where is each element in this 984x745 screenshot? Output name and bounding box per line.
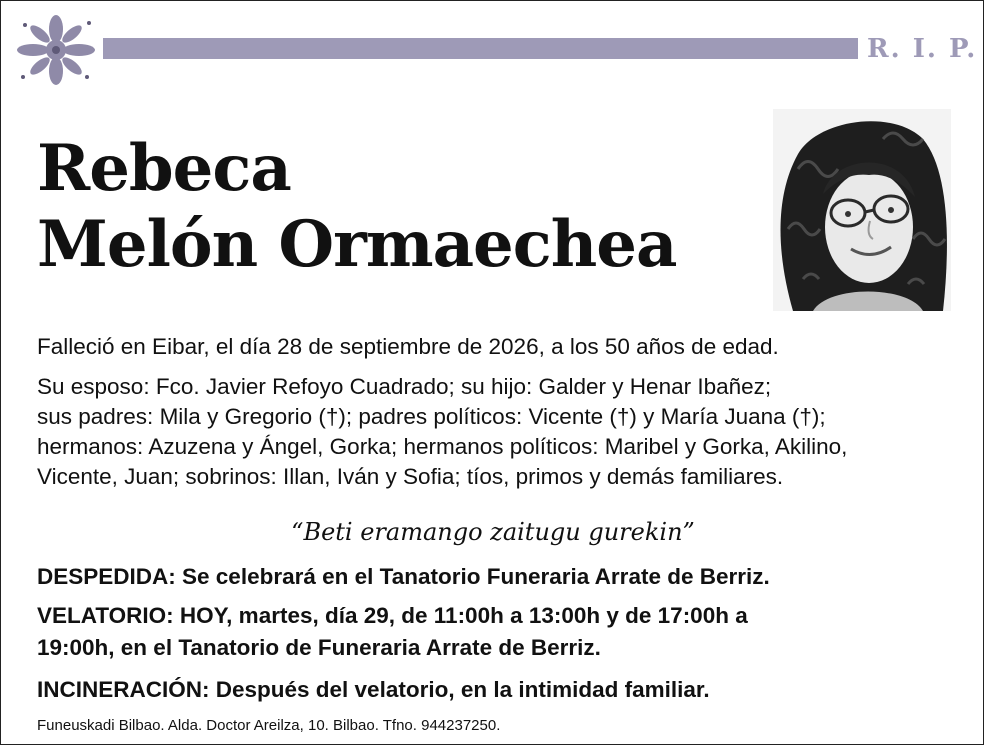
death-statement: Falleció en Eibar, el día 28 de septiembre de 2026, a los 50 años de edad. (37, 334, 779, 359)
incineracion-info: INCINERACIÓN: Después del velatorio, en la intimidad familiar. (37, 677, 710, 702)
name-line-2: Melón Ormaechea (37, 207, 677, 282)
family-line: hermanos: Azuzena y Ángel, Gorka; hermanos políticos: Maribel y Gorka, Akilino, (37, 434, 848, 459)
velatorio-info (37, 600, 947, 664)
despedida-info: DESPEDIDA: Se celebrará en el Tanatorio Funeraria Arrate de Berriz. (37, 564, 770, 589)
name-line-1: Rebeca (37, 131, 291, 206)
rip-label: R. I. P. (867, 34, 978, 64)
family-line: sus padres: Mila y Gregorio (†); padres políticos: Vicente (†) y María Juana (†); (37, 404, 826, 429)
family-line: Su esposo: Fco. Javier Refoyo Cuadrado; su hijo: Galder y Henar Ibañez; (37, 374, 772, 399)
deceased-name (37, 131, 676, 283)
funeral-home-contact: Funeuskadi Bilbao. Alda. Doctor Areilza, 10. Bilbao. Tfno. 944237250. (37, 717, 501, 734)
family-line: Vicente, Juan; sobrinos: Illan, Iván y Sofia; tíos, primos y demás familiares. (37, 464, 784, 489)
flower-icon (13, 11, 99, 89)
header-bar (103, 38, 858, 59)
portrait-photo (773, 109, 951, 311)
velatorio-line: VELATORIO: HOY, martes, día 29, de 11:00h a 13:00h y de 17:00h a (37, 603, 748, 628)
velatorio-line: 19:00h, en el Tanatorio de Funeraria Arrate de Berriz. (37, 635, 601, 660)
family-list (37, 372, 962, 492)
memorial-quote: “Beti eramango zaitugu gurekin” (291, 518, 695, 546)
